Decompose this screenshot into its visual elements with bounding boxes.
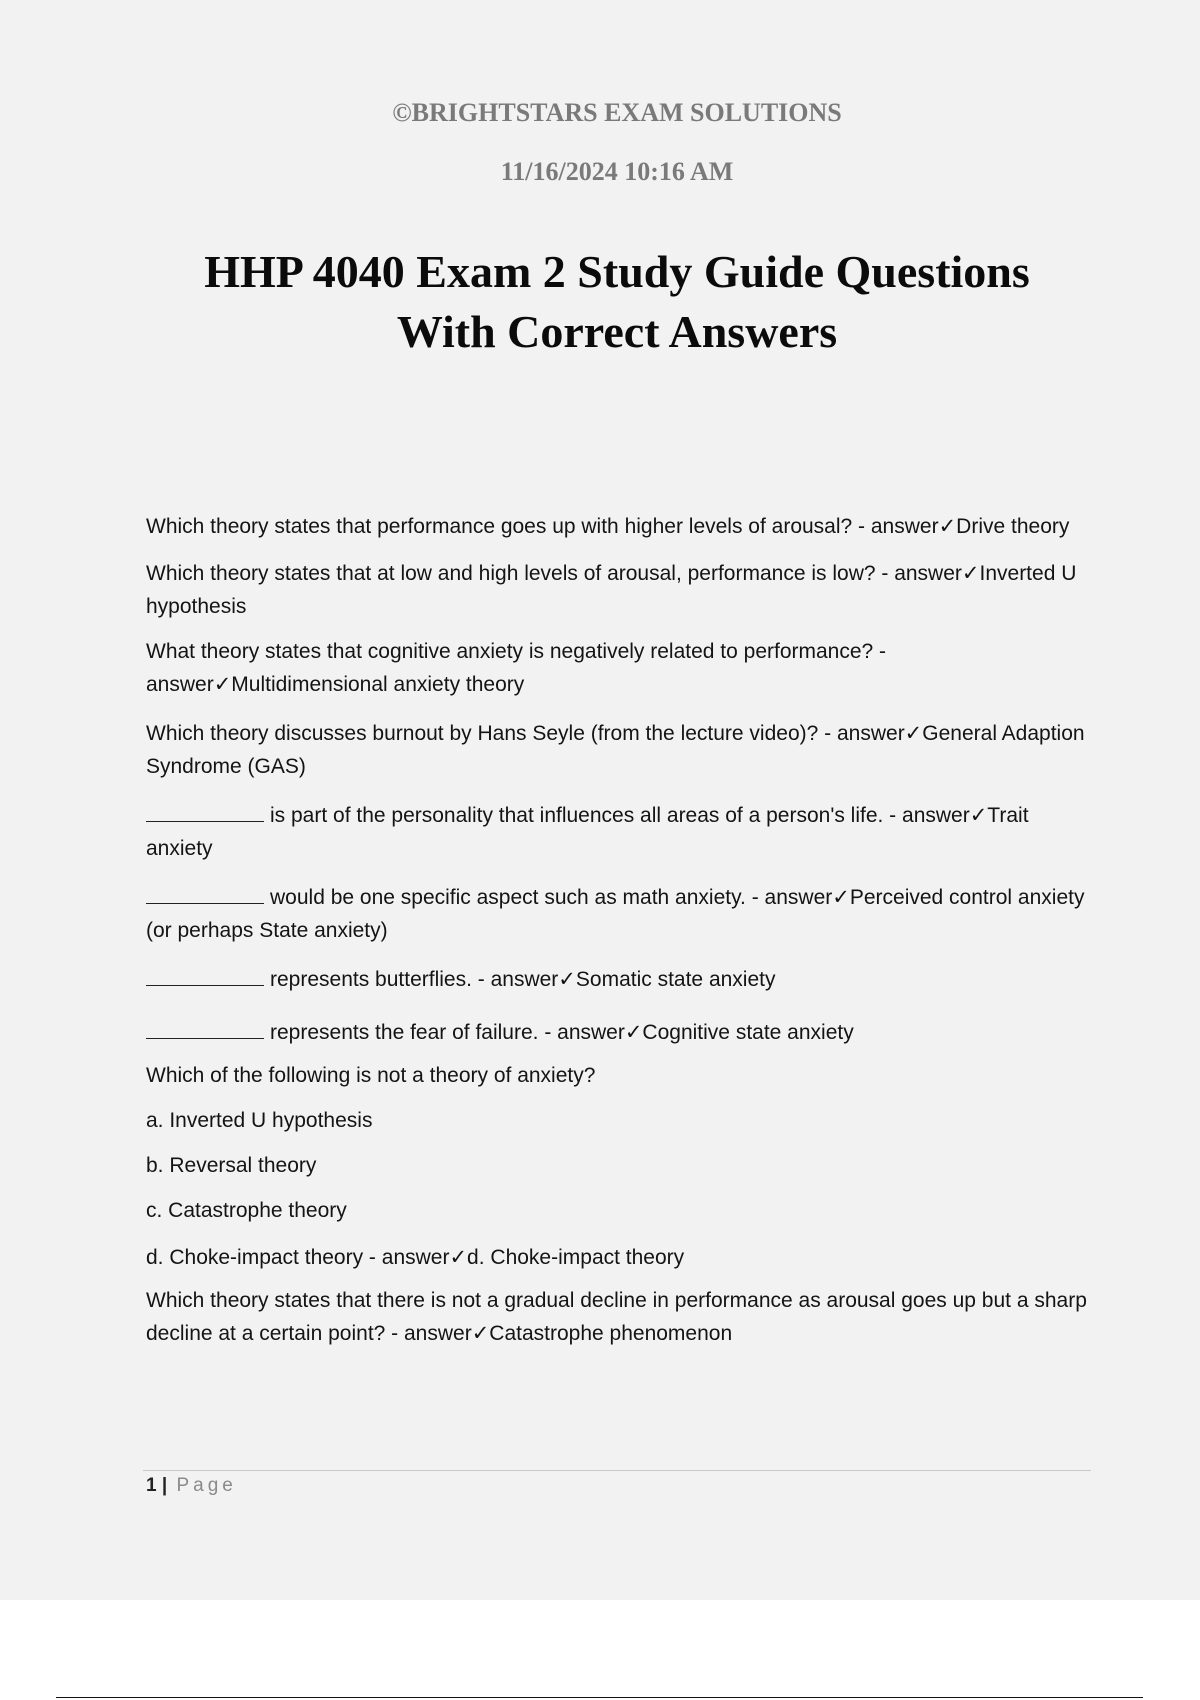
qa-item xyxy=(146,1149,1096,1182)
fill-in-blank xyxy=(146,803,264,822)
question-text: represents the fear of failure. - xyxy=(270,1021,558,1044)
page-label: Page xyxy=(176,1475,237,1496)
question-text: b. Reversal theory xyxy=(146,1154,317,1177)
copyright-header: ©BRIGHTSTARS EXAM SOLUTIONS xyxy=(392,98,842,127)
qa-item xyxy=(146,963,1096,996)
fill-in-blank xyxy=(146,967,264,986)
qa-item xyxy=(146,557,1096,623)
question-list xyxy=(146,510,1096,1362)
qa-item xyxy=(146,799,1096,865)
answer-text: answer✓General Adaption Syndrome (GAS) xyxy=(146,722,1085,778)
question-text: represents butterflies. - xyxy=(270,968,491,991)
qa-item xyxy=(146,717,1096,783)
answer-text: answer✓Trait anxiety xyxy=(146,804,1029,860)
document-title xyxy=(0,242,1200,362)
question-text: Which theory discusses burnout by Hans Seyle (from the lecture video)? - xyxy=(146,722,837,745)
question-text: Which theory states that there is not a gradual decline in performance as arousal goes up but a sharp decline at a certain point? - xyxy=(146,1289,1087,1345)
question-text: What theory states that cognitive anxiety is negatively related to performance? - xyxy=(146,640,887,663)
qa-item xyxy=(146,1241,1096,1274)
question-text: d. Choke-impact theory - xyxy=(146,1246,382,1269)
answer-text: answer✓Drive theory xyxy=(870,515,1070,538)
qa-item xyxy=(146,881,1096,947)
question-text: Which theory states that at low and high levels of arousal, performance is low? - xyxy=(146,562,895,585)
answer-text: answer✓Multidimensional anxiety theory xyxy=(146,673,525,696)
question-text: Which of the following is not a theory of anxiety? xyxy=(146,1064,596,1087)
qa-item xyxy=(146,1104,1096,1137)
answer-text: answer✓Inverted U hypothesis xyxy=(146,562,1077,618)
question-text: is part of the personality that influences all areas of a person's life. - xyxy=(270,804,903,827)
page-separator: | xyxy=(161,1475,168,1496)
qa-item xyxy=(146,1194,1096,1227)
question-text: would be one specific aspect such as math anxiety. - xyxy=(270,886,765,909)
qa-item xyxy=(146,1284,1096,1350)
qa-item xyxy=(146,635,1096,701)
question-text: c. Catastrophe theory xyxy=(146,1199,347,1222)
answer-text: answer✓Catastrophe phenomenon xyxy=(404,1322,733,1345)
page-footer xyxy=(146,1474,237,1498)
answer-text: answer✓Somatic state anxiety xyxy=(490,968,776,991)
answer-text: answer✓d. Choke-impact theory xyxy=(381,1246,685,1269)
question-text: Which theory states that performance goes up with higher levels of arousal? - xyxy=(146,515,871,538)
bottom-divider xyxy=(56,1697,1143,1698)
title-line-1: HHP 4040 Exam 2 Study Guide Questions xyxy=(204,246,1030,297)
title-line-2: With Correct Answers xyxy=(396,306,838,357)
qa-item xyxy=(146,510,1096,543)
answer-text: answer✓Cognitive state anxiety xyxy=(557,1021,854,1044)
answer-text: answer✓Perceived control anxiety (or perhaps State anxiety) xyxy=(146,886,1085,942)
timestamp-header: 11/16/2024 10:16 AM xyxy=(500,157,734,186)
fill-in-blank xyxy=(146,885,264,904)
qa-item xyxy=(146,1016,1096,1049)
question-text: a. Inverted U hypothesis xyxy=(146,1109,373,1132)
footer-divider xyxy=(143,1470,1091,1471)
qa-item xyxy=(146,1059,1096,1092)
page-number: 1 xyxy=(146,1475,157,1496)
fill-in-blank xyxy=(146,1020,264,1039)
